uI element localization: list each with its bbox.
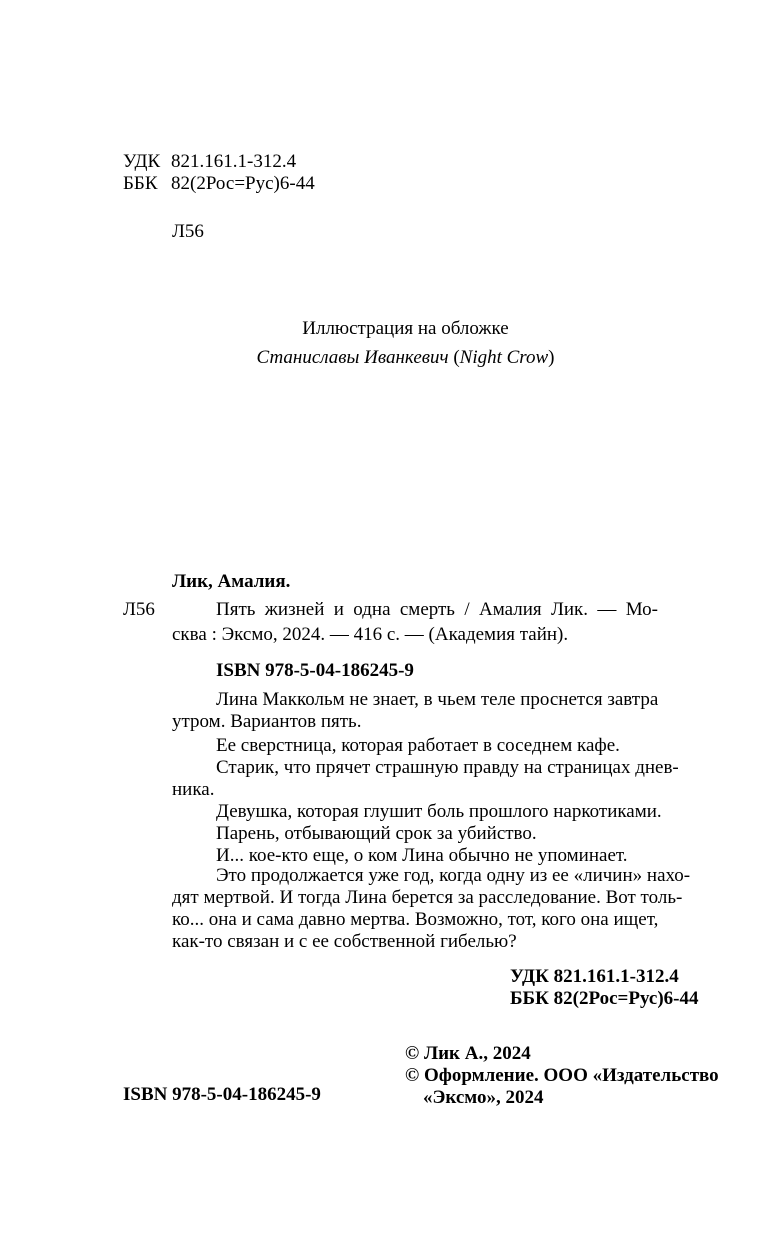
illustration-artist: Станиславы Иванкевич	[256, 347, 449, 368]
author-mark: Л56	[123, 599, 155, 620]
annotation-line: Парень, отбывающий срок за убийство.	[216, 823, 537, 844]
annotation-line: Это продолжается уже год, когда одну из ее «личин» нахо-	[216, 865, 691, 886]
illustration-credit-line: Иллюстрация на обложке	[302, 318, 509, 339]
annotation-line: ко... она и сама давно мертва. Возможно, тот, кого она ищет,	[172, 909, 659, 930]
copyright-publisher: «Эксмо», 2024	[423, 1087, 544, 1108]
footer-udc: УДК 821.161.1-312.4	[510, 966, 679, 987]
annotation-line: И... кое-кто еще, о ком Лина обычно не упоминает.	[216, 845, 628, 866]
annotation-line: Старик, что прячет страшную правду на страницах днев-	[216, 757, 679, 778]
author-mark-top: Л56	[172, 221, 204, 242]
title-line-1: Пять жизней и одна смерть / Амалия Лик. — Мо-	[216, 599, 658, 620]
copyright-author: © Лик А., 2024	[405, 1043, 531, 1064]
footer-isbn: ISBN 978-5-04-186245-9	[123, 1084, 321, 1105]
annotation-line: Девушка, которая глушит боль прошлого наркотиками.	[216, 801, 662, 822]
bbk-value: 82(2Рос=Рус)6-44	[171, 173, 315, 194]
udc-label: УДК	[123, 151, 161, 172]
copyright-design: © Оформление. ООО «Издательство	[405, 1065, 719, 1086]
alias-close-paren: )	[548, 347, 555, 368]
illustration-artist-line	[0, 347, 768, 369]
annotation-line: дят мертвой. И тогда Лина берется за расследование. Вот толь-	[172, 887, 683, 908]
illustration-alias: Night Crow	[459, 347, 549, 368]
title-line-2: сква : Эксмо, 2024. — 416 с. — (Академия тайн).	[172, 624, 569, 645]
udc-value: 821.161.1-312.4	[171, 151, 297, 172]
annotation-line: утром. Вариантов пять.	[172, 711, 362, 732]
annotation-line: Лина Маккольм не знает, в чьем теле проснется завтра	[216, 689, 659, 710]
udc-line	[123, 151, 296, 173]
annotation-line: Ее сверстница, которая работает в соседнем кафе.	[216, 735, 620, 756]
footer-bbk: ББК 82(2Рос=Рус)6-44	[510, 988, 699, 1009]
annotation-line: как-то связан и с ее собственной гибелью?	[172, 931, 517, 952]
annotation-line: ника.	[172, 779, 215, 800]
alias-open-paren: (	[453, 347, 460, 368]
catalog-isbn: ISBN 978-5-04-186245-9	[216, 660, 414, 681]
bbk-line	[123, 173, 315, 195]
author-heading: Лик, Амалия.	[172, 571, 291, 592]
bbk-label: ББК	[123, 173, 158, 194]
